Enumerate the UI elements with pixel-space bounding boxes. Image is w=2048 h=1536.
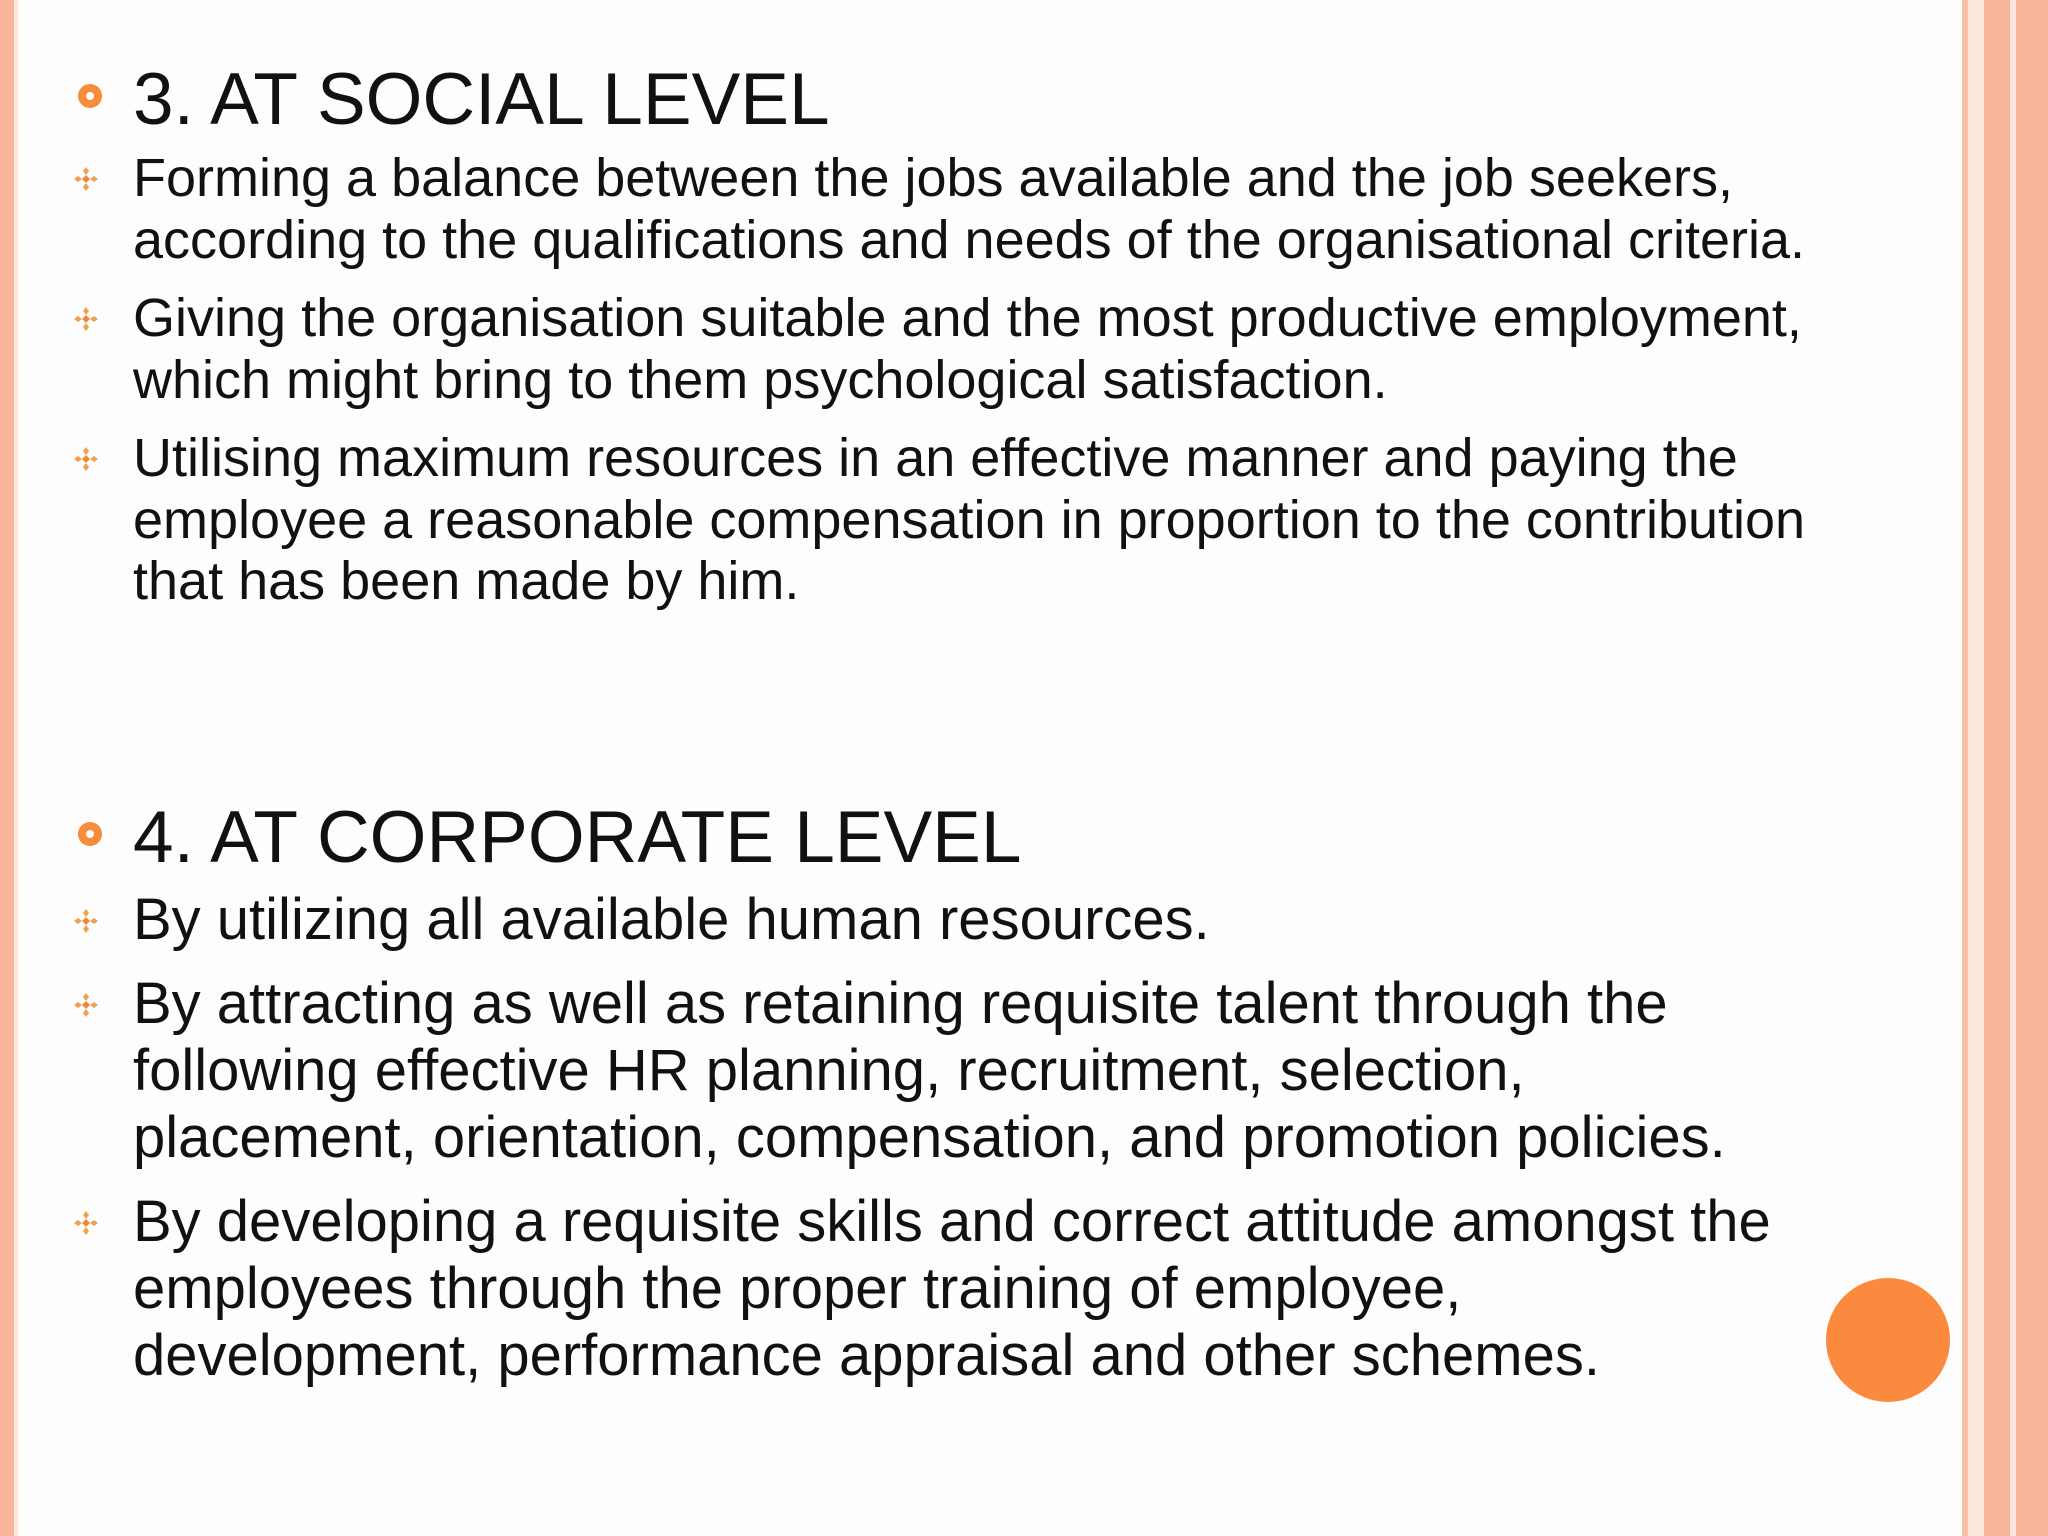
bullet-item [133, 970, 1813, 1171]
diamond-icon [73, 908, 99, 934]
heading-row [0, 790, 1960, 886]
section-heading: 3. AT SOCIAL LEVEL [133, 59, 830, 140]
section-heading: 4. AT CORPORATE LEVEL [133, 797, 1022, 878]
bullet-text: Giving the organisation suitable and the most productive employment, which might bring to them psychological satisfaction. [133, 288, 1802, 410]
bullet-item [133, 148, 1813, 271]
section-corporate-level [0, 790, 1960, 1406]
bullet-item [133, 1188, 1813, 1389]
bullet-item [133, 288, 1813, 411]
frame-stripe-right [1984, 0, 2010, 1536]
diamond-icon [73, 992, 99, 1018]
bullet-text: Forming a balance between the jobs available and the job seekers, according to the qualifications and needs of the organisational criteria. [133, 148, 1806, 270]
bullet-item [133, 886, 1813, 953]
frame-stripe-right [1968, 0, 1984, 1536]
diamond-icon [73, 446, 99, 472]
diamond-icon [73, 306, 99, 332]
section-social-level [0, 52, 1960, 630]
bullet-text: By developing a requisite skills and correct attitude amongst the employees through the proper training of employee, development, performance appraisal and other schemes. [133, 1189, 1771, 1388]
frame-stripe-right [2016, 0, 2048, 1536]
heading-row [0, 52, 1960, 148]
bullet-item [133, 428, 1813, 613]
diamond-icon [73, 166, 99, 192]
bullet-text: By utilizing all available human resources. [133, 887, 1210, 952]
ring-icon [78, 84, 102, 108]
bullet-text: Utilising maximum resources in an effective manner and paying the employee a reasonable compensation in proportion to the contribution that has been made by him. [133, 428, 1806, 611]
ring-icon [78, 822, 102, 846]
slide-nav-circle[interactable] [1826, 1278, 1950, 1402]
bullet-text: By attracting as well as retaining requisite talent through the following effective HR planning, recruitment, selection, placement, orientation, compensation, and promotion policies. [133, 971, 1726, 1170]
diamond-icon [73, 1210, 99, 1236]
